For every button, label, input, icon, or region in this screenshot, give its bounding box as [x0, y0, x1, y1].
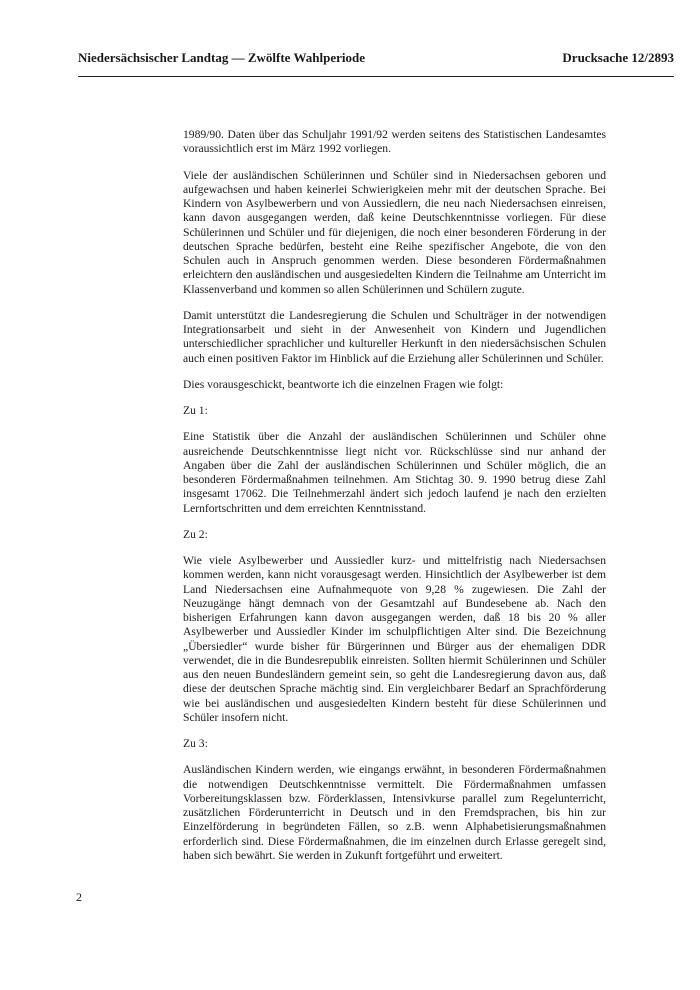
paragraph-intro-continued: 1989/90. Daten über das Schuljahr 1991/92 werden seitens des Statistischen Landesamtes voraussichtlich erst im März 1992 vorliegen. — [183, 128, 606, 156]
page-number: 2 — [76, 890, 82, 904]
section-heading-2: Zu 2: — [183, 527, 208, 541]
section-heading-1: Zu 1: — [183, 404, 208, 417]
answer-1: Eine Statistik über die Anzahl der ausländischen Schülerinnen und Schüler ohne ausreichende Deutschkenntnisse liegt nicht vor. Rückschlüsse sind nur anhand der Angaben über die Zahl der ausländischen Schülerinnen und Schüler möglich, die an besonderen Fördermaßnahmen teilnehmen. Am Stichtag 30. 9. 1990 betrug diese Zahl insgesamt 17062. Die Teilnehmerzahl ändert sich jedoch laufend je nach den erzielten Lernfortschritten und dem erreichten Kenntnisstand. — [183, 430, 606, 515]
answer-3: Ausländischen Kindern werden, wie eingangs erwähnt, in besonderen Fördermaßnahmen die notwendigen Deutschkenntnisse vermittelt. Die Fördermaßnahmen umfassen Vorbereitungsklassen bzw. Förderklassen, Intensivkurse parallel zum Regelunterricht, zusätzlichen Förderunterricht in Deutsch und in den Fremdsprachen, bis hin zur Einzelförderung in begründeten Fällen, so z.B. wenn Alphabetisierungsmaßnahmen erforderlich sind. Diese Fördermaßnahmen, die im einzelnen durch Erlasse geregelt sind, haben sich bewährt. Sie werden in Zukunft fortgeführt und erweitert. — [183, 763, 606, 862]
paragraph-preface: Dies vorausgeschickt, beantworte ich die einzelnen Fragen wie folgt: — [183, 377, 504, 391]
answer-2: Wie viele Asylbewerber und Aussiedler kurz- und mittelfristig nach Niedersachsen kommen werden, kann nicht vorausgesagt werden. Hinsichtlich der Asylbewerber ist dem Land Niedersachsen eine Aufnahmequote von 9,28 % zugewiesen. Die Zahl der Neuzugänge hängt demnach von der Gesamtzahl auf Bundesebene ab. Nach den bisherigen Erfahrungen kann davon ausgegangen werden, daß 18 bis 20 % aller Asylbewerber und Aussiedler Kinder im schulpflichtigen Alter sind. Die Bezeichnung „Übersiedler“ wurde bisher für Bürgerinnen und Bürger aus der ehemaligen DDR verwendet, die in die Bundesrepublik einreisten. Sollten hiermit Schülerinnen und Schüler aus den neuen Bundesländern gemeint sein, so geht die Landesregierung davon aus, daß diese der deutschen Sprache mächtig sind. Ein vergleichbarer Bedarf an Sprachförderung wie bei ausländischen und ausgesiedelten Kindern besteht für diese Schülerinnen und Schüler insofern nicht. — [183, 554, 606, 724]
document-number: Drucksache 12/2893 — [562, 50, 674, 65]
paragraph-integration: Damit unterstützt die Landesregierung die Schulen und Schulträger in der notwendigen Integrationsarbeit und sieht in der Anwesenheit von Kindern und Jugendlichen unterschiedlicher sprachlicher und kultureller Herkunft in den niedersächsischen Schulen auch einen positiven Faktor im Hinblick auf die Erziehung aller Schülerinnen und Schüler. — [183, 308, 606, 365]
paragraph-background: Viele der ausländischen Schülerinnen und Schüler sind in Niedersachsen geboren und aufgewachsen und haben keinerlei Schwierigkeien mehr mit der deutschen Sprache. Bei Kindern von Asylbewerbern und von Aussiedlern, die neu nach Niedersachsen einreisen, kann davon ausgegangen werden, daß keine Deutschkenntnisse vorliegen. Für diese Schülerinnen und Schüler und für diejenigen, die noch einer besonderen Förderung in der deutschen Sprache bedürfen, besteht eine Reihe spezifischer Angebote, die von den Schulen auch in Anspruch genommen werden. Diese besonderen Fördermaßnahmen erleichtern den ausländischen und ausgesiedelten Kindern die Teilnahme am Unterricht im Klassenverband und kommen so allen Schülerinnen und Schülern zugute. — [183, 168, 606, 296]
header-divider — [78, 76, 674, 77]
document-body — [183, 128, 606, 875]
section-heading-3: Zu 3: — [183, 737, 208, 750]
header-title: Niedersächsischer Landtag — Zwölfte Wahlperiode — [78, 50, 365, 65]
page-header — [78, 50, 674, 66]
